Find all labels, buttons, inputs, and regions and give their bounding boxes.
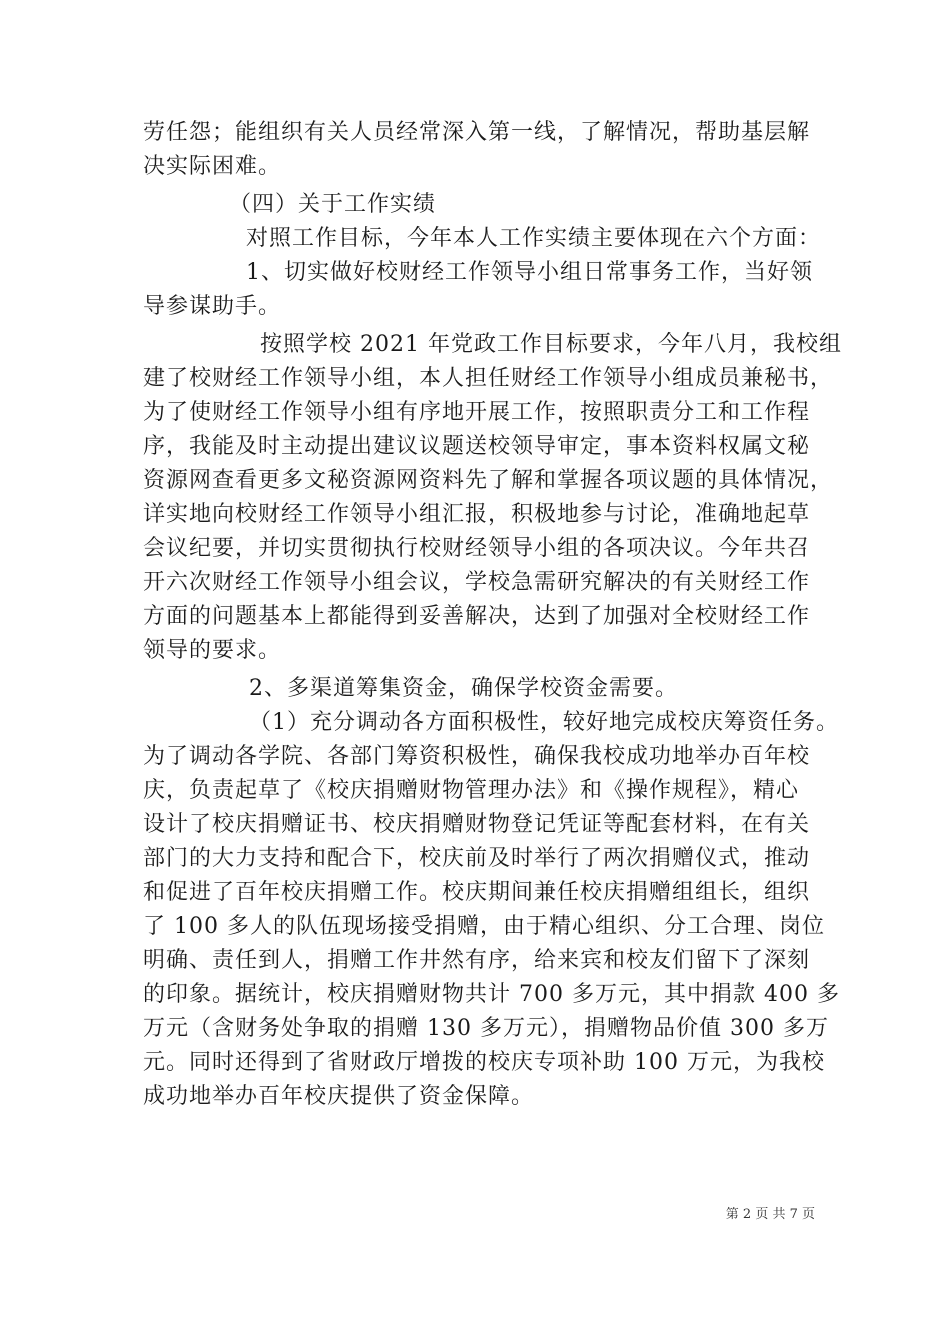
text-line: 庆，负责起草了《校庆捐赠财物管理办法》和《操作规程》，精心 <box>143 778 800 803</box>
text-line: 的印象。据统计，校庆捐赠财物共计 700 多万元，其中捐款 400 多 <box>143 982 840 1007</box>
subitem-heading: （1）充分调动各方面积极性，较好地完成校庆筹资任务。 <box>249 710 839 735</box>
text-line: 详实地向校财经工作领导小组汇报，积极地参与讨论，准确地起草 <box>143 502 811 527</box>
text-line: 为了使财经工作领导小组有序地开展工作，按照职责分工和工作程 <box>143 400 811 425</box>
item-heading: 2、多渠道筹集资金，确保学校资金需要。 <box>249 676 678 701</box>
text-line: 会议纪要，并切实贯彻执行校财经领导小组的各项决议。今年共召 <box>143 536 811 561</box>
text-line: 序，我能及时主动提出建议议题送校领导审定，事本资料权属文秘 <box>143 434 811 459</box>
section-heading: （四）关于工作实绩 <box>229 192 437 217</box>
text-line: 劳任怨；能组织有关人员经常深入第一线，了解情况，帮助基层解 <box>143 120 811 145</box>
body-text <box>143 116 842 1114</box>
text-line: 按照学校 2021 年党政工作目标要求，今年八月，我校组 <box>260 332 842 357</box>
text-line: 成功地举办百年校庆提供了资金保障。 <box>143 1084 535 1109</box>
text-line: 领导的要求。 <box>143 638 282 663</box>
item-heading: 1、切实做好校财经工作领导小组日常事务工作，当好领 <box>246 260 813 285</box>
text-line: 建了校财经工作领导小组，本人担任财经工作领导小组成员兼秘书， <box>143 366 834 391</box>
text-line: 万元（含财务处争取的捐赠 130 多万元），捐赠物品价值 300 多万 <box>143 1016 829 1041</box>
text-line: 决实际困难。 <box>143 154 282 179</box>
text-line: 和促进了百年校庆捐赠工作。校庆期间兼任校庆捐赠组组长，组织 <box>143 880 811 905</box>
text-line: 部门的大力支持和配合下，校庆前及时举行了两次捐赠仪式，推动 <box>143 846 811 871</box>
text-line: 方面的问题基本上都能得到妥善解决，达到了加强对全校财经工作 <box>143 604 811 629</box>
text-line: 设计了校庆捐赠证书、校庆捐赠财物登记凭证等配套材料，在有关 <box>143 812 811 837</box>
page-number-footer: 第 2 页 共 7 页 <box>725 1207 815 1222</box>
text-line: 明确、责任到人，捐赠工作井然有序，给来宾和校友们留下了深刻 <box>143 948 811 973</box>
text-line: 开六次财经工作领导小组会议，学校急需研究解决的有关财经工作 <box>143 570 811 595</box>
text-line: 资源网查看更多文秘资源网资料先了解和掌握各项议题的具体情况， <box>143 468 834 493</box>
text-line: 了 100 多人的队伍现场接受捐赠，由于精心组织、分工合理、岗位 <box>143 914 825 939</box>
text-line: 导参谋助手。 <box>143 294 282 319</box>
text-line: 对照工作目标，今年本人工作实绩主要体现在六个方面： <box>246 226 822 251</box>
text-line: 元。同时还得到了省财政厅增拨的校庆专项补助 100 万元，为我校 <box>143 1050 825 1075</box>
text-line: 为了调动各学院、各部门筹资积极性，确保我校成功地举办百年校 <box>143 744 811 769</box>
